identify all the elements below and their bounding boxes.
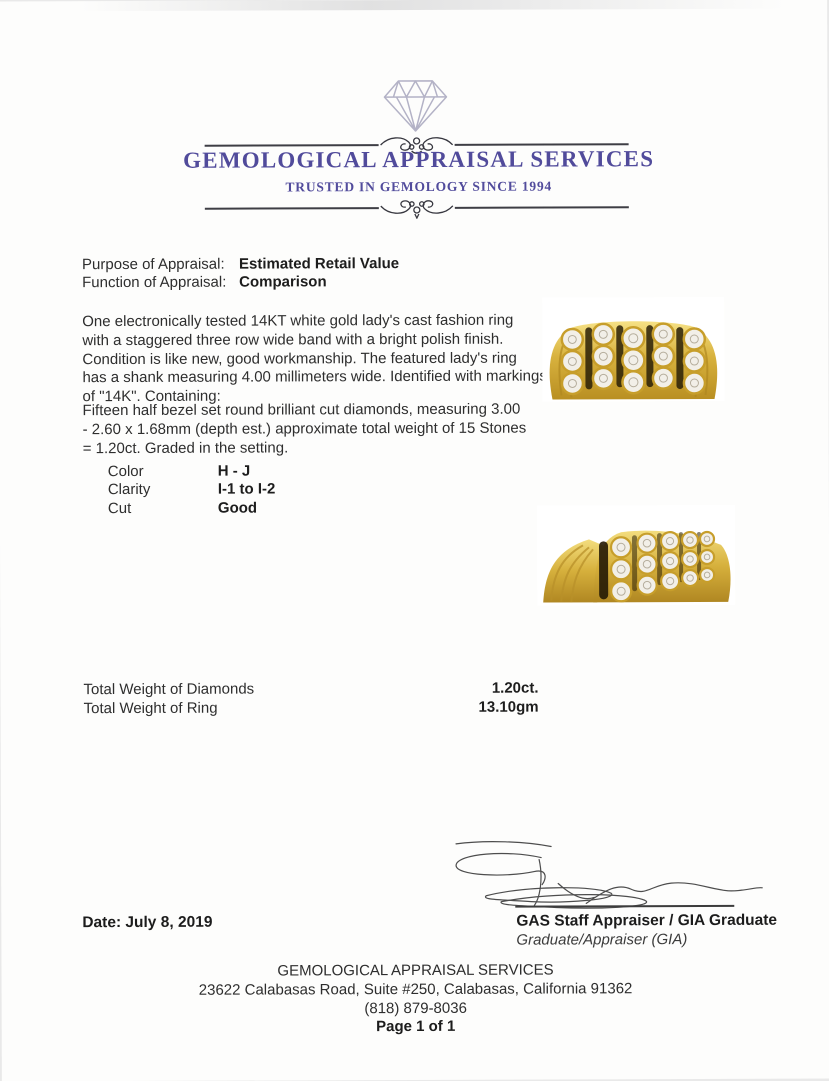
brand-tagline: TRUSTED IN GEMOLOGY SINCE 1994 bbox=[285, 178, 553, 195]
appraisal-fields bbox=[82, 255, 399, 292]
rule-line bbox=[205, 207, 379, 210]
clarity-label: Clarity bbox=[107, 481, 151, 499]
description-line: has a shank measuring 4.00 millimeters wide. Identified with markings bbox=[82, 367, 547, 387]
footer-company: GEMOLOGICAL APPRAISAL SERVICES bbox=[277, 961, 554, 980]
cut-value: Good bbox=[217, 499, 258, 517]
handwritten-signature bbox=[446, 839, 766, 910]
total-ring-label: Total Weight of Ring bbox=[83, 699, 218, 717]
function-row bbox=[82, 273, 399, 292]
appraiser-subtitle: Graduate/Appraiser (GIA) bbox=[516, 931, 688, 949]
description-line: Condition is like new, good workmanship. The featured lady's ring bbox=[82, 349, 517, 368]
description-line: of "14K". Containing: bbox=[82, 387, 221, 406]
function-label: Function of Appraisal: bbox=[82, 273, 227, 292]
purpose-row bbox=[82, 255, 399, 274]
clarity-value: I-1 to I-2 bbox=[217, 480, 276, 499]
ring-photo-side-view bbox=[537, 505, 735, 606]
footer bbox=[8, 961, 822, 1039]
totals-labels bbox=[83, 681, 254, 719]
color-value: H - J bbox=[217, 462, 251, 480]
ring-photo-front-view bbox=[542, 297, 724, 402]
grading-row-clarity bbox=[108, 481, 276, 500]
grading-row-color bbox=[108, 462, 276, 481]
brand-name: GEMOLOGICAL APPRAISAL SERVICES bbox=[183, 146, 655, 173]
stones-line: Fifteen half bezel set round brilliant cut diamonds, measuring 3.00 bbox=[82, 400, 521, 420]
scan-edge-smudge bbox=[0, 0, 827, 11]
total-diamonds-label: Total Weight of Diamonds bbox=[83, 680, 255, 699]
color-label: Color bbox=[107, 462, 144, 481]
page-number: Page 1 of 1 bbox=[376, 1018, 456, 1036]
description-line: One electronically tested 14KT white gold lady's cast fashion ring bbox=[82, 311, 514, 331]
rule-line bbox=[455, 206, 629, 209]
cut-label: Cut bbox=[107, 499, 132, 517]
function-value: Comparison bbox=[239, 273, 327, 291]
grading-table bbox=[108, 462, 276, 518]
total-ring-value: 13.10gm bbox=[478, 698, 539, 716]
diamond-logo-icon bbox=[376, 75, 454, 133]
purpose-value: Estimated Retail Value bbox=[239, 255, 400, 273]
totals-values bbox=[400, 680, 538, 717]
scroll-flourish-icon bbox=[379, 197, 455, 219]
stones-description bbox=[83, 400, 563, 458]
footer-phone: (818) 879-8036 bbox=[364, 999, 467, 1017]
footer-address: 23622 Calabasas Road, Suite #250, Calabasas, California 91362 bbox=[198, 980, 633, 999]
appraiser-title: GAS Staff Appraiser / GIA Graduate bbox=[516, 911, 778, 930]
description-line: with a staggered three row wide band with a bright polish finish. bbox=[82, 330, 504, 349]
item-description bbox=[82, 311, 562, 407]
header-rule-bottom bbox=[205, 195, 629, 220]
date-line: Date: July 8, 2019 bbox=[82, 913, 213, 932]
total-diamonds-value: 1.20ct. bbox=[491, 679, 539, 697]
grading-row-cut bbox=[108, 499, 276, 518]
stones-line: = 1.20ct. Graded in the setting. bbox=[82, 439, 289, 457]
purpose-label: Purpose of Appraisal: bbox=[82, 255, 225, 274]
stones-line: - 2.60 x 1.68mm (depth est.) approximate total weight of 15 Stones bbox=[82, 419, 527, 438]
